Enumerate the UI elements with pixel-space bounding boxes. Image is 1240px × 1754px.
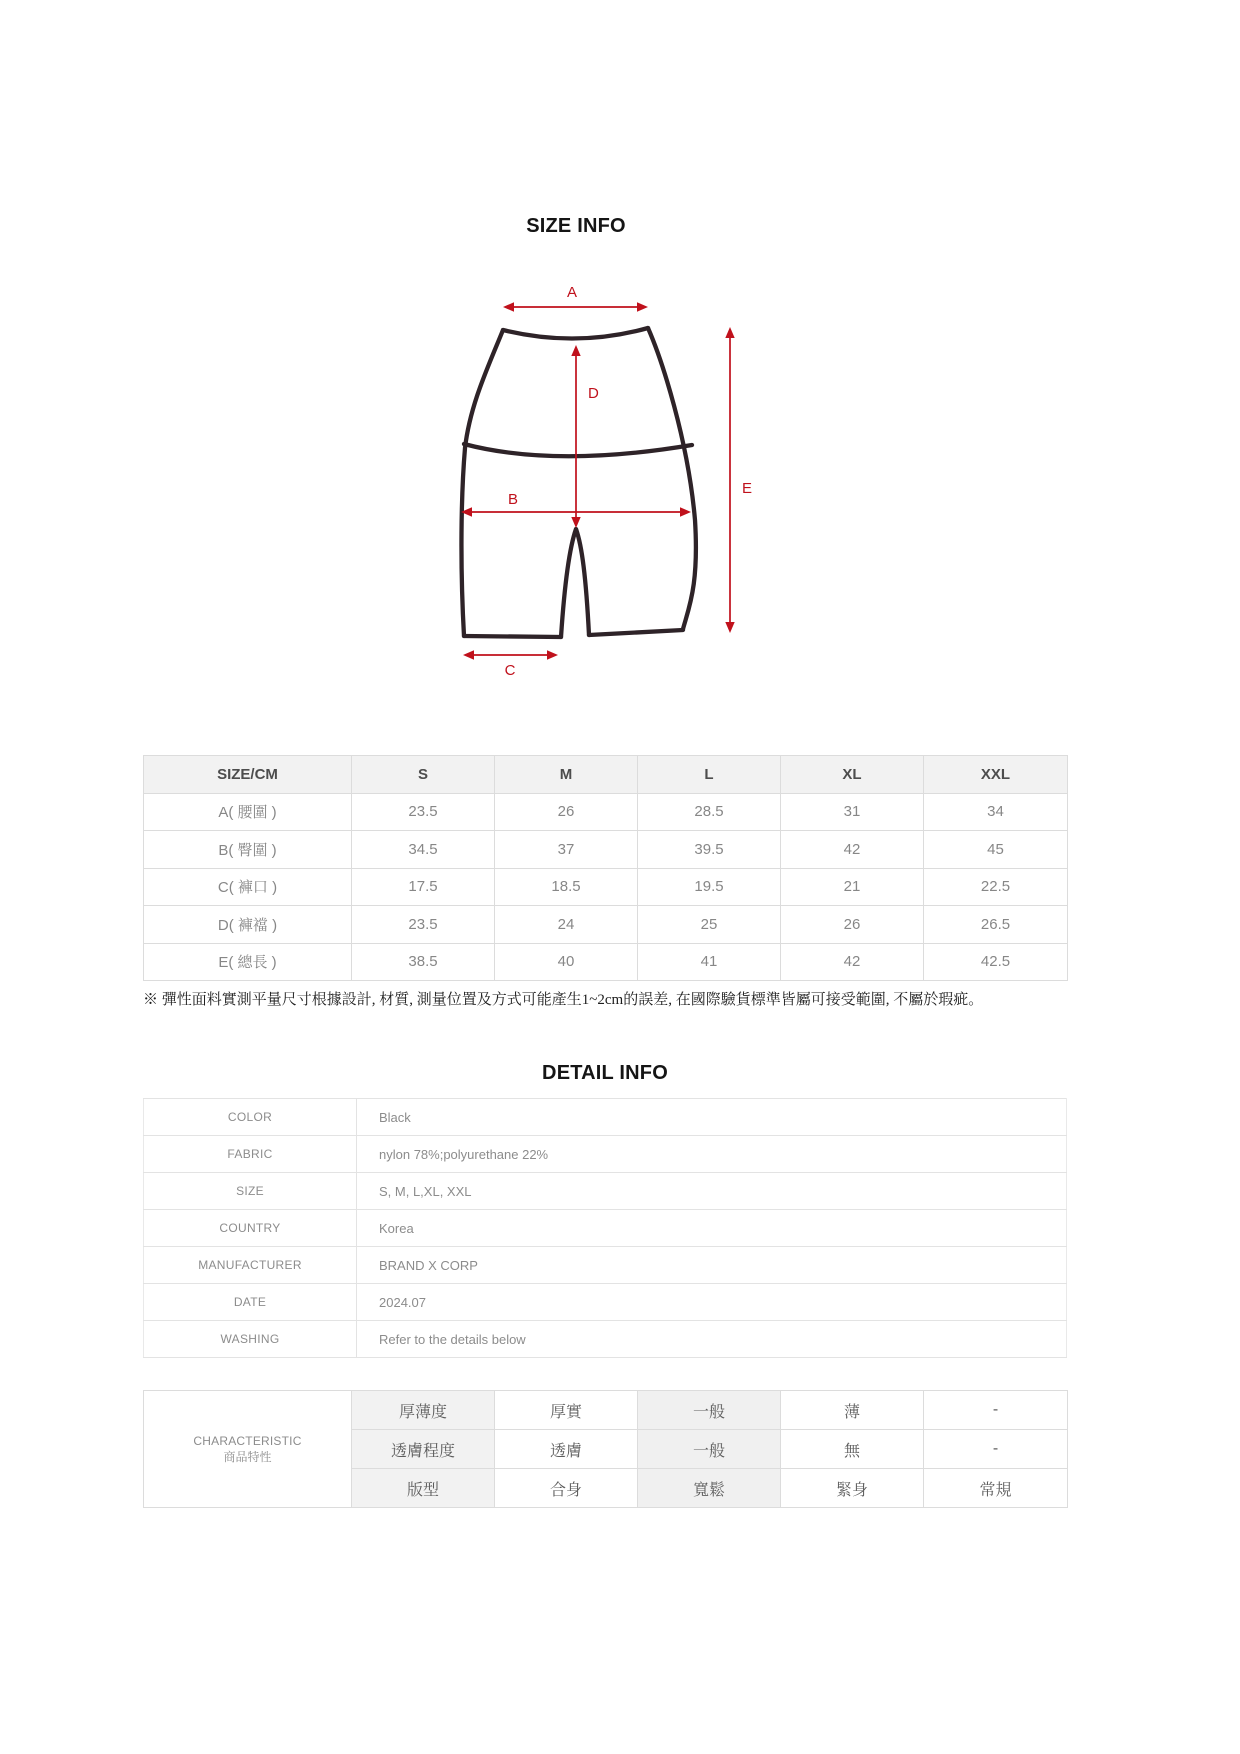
char-cell: - xyxy=(924,1391,1068,1430)
char-row-label: 透膚程度 xyxy=(352,1430,495,1469)
size-info-title: SIZE INFO xyxy=(526,215,626,237)
characteristic-table xyxy=(143,1390,1068,1508)
size-row-a xyxy=(144,793,1068,831)
detail-label: COLOR xyxy=(144,1099,357,1136)
size-cell: 21 xyxy=(781,868,924,906)
detail-row-manufacturer xyxy=(144,1247,1067,1284)
detail-info-table xyxy=(143,1098,1067,1358)
char-cell: - xyxy=(924,1430,1068,1469)
char-cell-highlighted: 寬鬆 xyxy=(638,1469,781,1508)
shorts-outline xyxy=(461,328,695,637)
characteristic-subtitle: 商品特性 xyxy=(223,1450,272,1464)
label-e: E xyxy=(742,480,753,497)
char-cell: 厚實 xyxy=(495,1391,638,1430)
size-cell: 22.5 xyxy=(924,868,1068,906)
char-row-thickness xyxy=(144,1391,1068,1430)
char-cell: 合身 xyxy=(495,1469,638,1508)
size-cell: 23.5 xyxy=(352,906,495,944)
size-cell: 34.5 xyxy=(352,831,495,869)
detail-label: COUNTRY xyxy=(144,1210,357,1247)
shorts-diagram-svg xyxy=(390,255,760,685)
size-table-header-row xyxy=(144,756,1068,794)
measurement-tolerance-note: ※ 彈性面料實測平量尺寸根據設計, 材質, 測量位置及方式可能產生1~2cm的誤差, 在國際驗貨標準皆屬可接受範圍, 不屬於瑕疵。 xyxy=(143,992,984,1008)
size-row-b xyxy=(144,831,1068,869)
label-c: C xyxy=(504,662,516,679)
size-col-header: S xyxy=(352,756,495,794)
label-b: B xyxy=(507,491,519,508)
detail-row-color xyxy=(144,1099,1067,1136)
size-row-c xyxy=(144,868,1068,906)
size-cell: 19.5 xyxy=(638,868,781,906)
detail-value: nylon 78%;polyurethane 22% xyxy=(357,1136,1067,1173)
detail-label: SIZE xyxy=(144,1173,357,1210)
detail-value: Korea xyxy=(357,1210,1067,1247)
size-row-label: D( 褲襠 ) xyxy=(144,906,352,944)
char-cell: 薄 xyxy=(781,1391,924,1430)
characteristic-header-cell xyxy=(144,1391,352,1508)
size-col-header: XL xyxy=(781,756,924,794)
detail-label: DATE xyxy=(144,1284,357,1321)
arrow-e xyxy=(725,327,752,633)
char-row-label: 厚薄度 xyxy=(352,1391,495,1430)
size-col-header: XXL xyxy=(924,756,1068,794)
size-cell: 42.5 xyxy=(924,943,1068,981)
size-cell: 26.5 xyxy=(924,906,1068,944)
size-cell: 42 xyxy=(781,831,924,869)
detail-value: Refer to the details below xyxy=(357,1321,1067,1358)
detail-row-washing xyxy=(144,1321,1067,1358)
detail-value: S, M, L,XL, XXL xyxy=(357,1173,1067,1210)
char-cell-highlighted: 一般 xyxy=(638,1430,781,1469)
char-cell: 緊身 xyxy=(781,1469,924,1508)
shorts-measurement-diagram xyxy=(390,255,760,685)
size-cell: 39.5 xyxy=(638,831,781,869)
char-cell-highlighted: 一般 xyxy=(638,1391,781,1430)
label-d: D xyxy=(588,385,599,402)
char-cell: 透膚 xyxy=(495,1430,638,1469)
arrow-a xyxy=(503,284,648,312)
arrow-c xyxy=(463,650,558,679)
size-cell: 45 xyxy=(924,831,1068,869)
detail-row-size xyxy=(144,1173,1067,1210)
size-cell: 26 xyxy=(495,793,638,831)
char-cell: 無 xyxy=(781,1430,924,1469)
size-cell: 28.5 xyxy=(638,793,781,831)
detail-value: BRAND X CORP xyxy=(357,1247,1067,1284)
size-cell: 24 xyxy=(495,906,638,944)
arrow-d xyxy=(571,345,599,528)
detail-label: WASHING xyxy=(144,1321,357,1358)
detail-row-country xyxy=(144,1210,1067,1247)
detail-info-title: DETAIL INFO xyxy=(542,1062,668,1084)
size-cell: 40 xyxy=(495,943,638,981)
size-cell: 31 xyxy=(781,793,924,831)
label-a: A xyxy=(566,284,578,301)
char-cell: 常規 xyxy=(924,1469,1068,1508)
size-row-label: E( 總長 ) xyxy=(144,943,352,981)
size-row-label: A( 腰圍 ) xyxy=(144,793,352,831)
size-cell: 18.5 xyxy=(495,868,638,906)
size-cell: 37 xyxy=(495,831,638,869)
size-cell: 25 xyxy=(638,906,781,944)
size-row-label: C( 褲口 ) xyxy=(144,868,352,906)
detail-value: 2024.07 xyxy=(357,1284,1067,1321)
size-col-header: SIZE/CM xyxy=(144,756,352,794)
size-cell: 17.5 xyxy=(352,868,495,906)
size-cell: 42 xyxy=(781,943,924,981)
size-cell: 34 xyxy=(924,793,1068,831)
size-cell: 38.5 xyxy=(352,943,495,981)
detail-row-date xyxy=(144,1284,1067,1321)
size-cell: 41 xyxy=(638,943,781,981)
size-row-d xyxy=(144,906,1068,944)
detail-label: FABRIC xyxy=(144,1136,357,1173)
detail-row-fabric xyxy=(144,1136,1067,1173)
characteristic-title: CHARACTERISTIC xyxy=(193,1434,302,1448)
size-cell: 26 xyxy=(781,906,924,944)
size-table xyxy=(143,755,1068,981)
size-row-label: B( 臀圍 ) xyxy=(144,831,352,869)
size-col-header: L xyxy=(638,756,781,794)
detail-label: MANUFACTURER xyxy=(144,1247,357,1284)
size-col-header: M xyxy=(495,756,638,794)
size-row-e xyxy=(144,943,1068,981)
size-cell: 23.5 xyxy=(352,793,495,831)
detail-value: Black xyxy=(357,1099,1067,1136)
char-row-label: 版型 xyxy=(352,1469,495,1508)
